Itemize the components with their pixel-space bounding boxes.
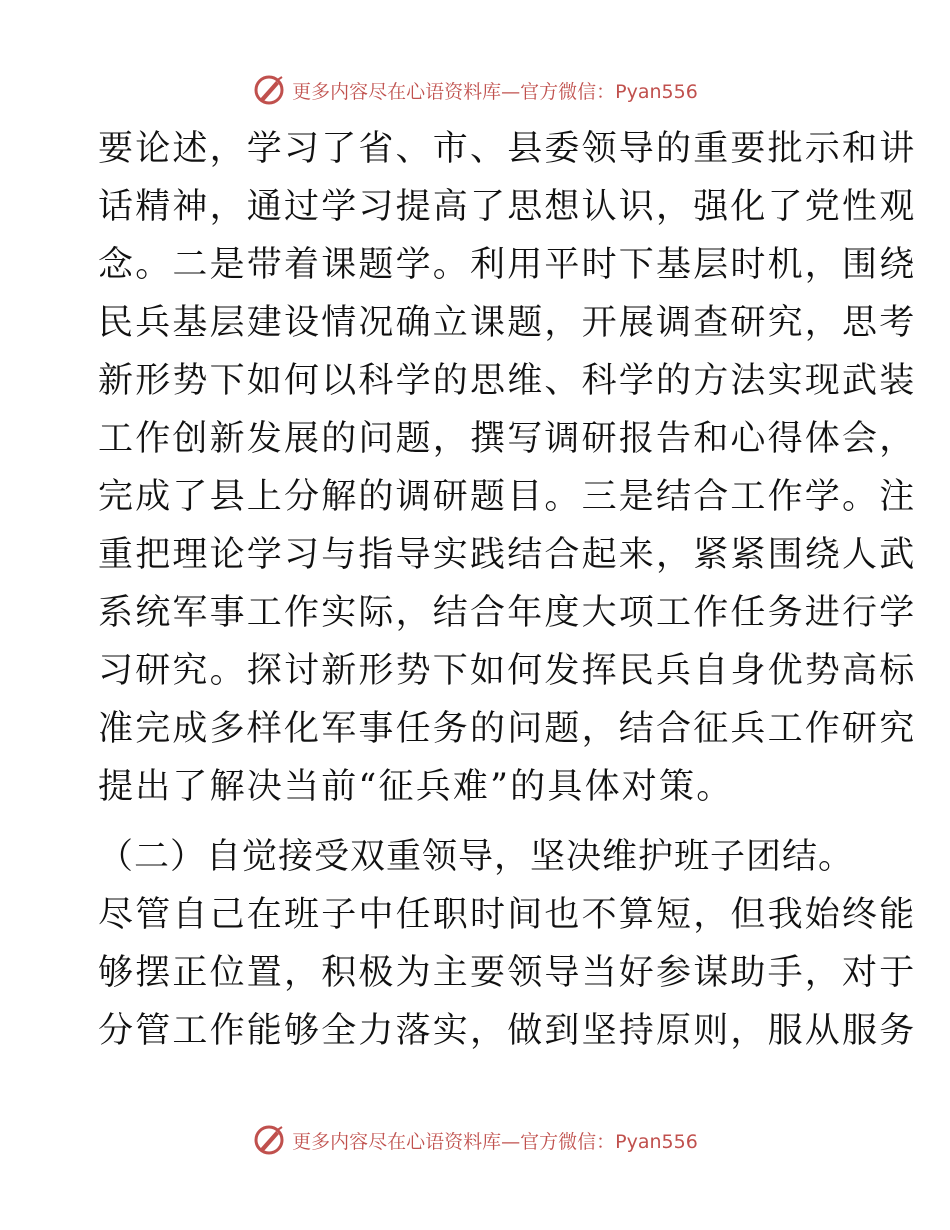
text-line: 新形势下如何以科学的思维、科学的方法实现武装 xyxy=(98,361,917,401)
quill-logo-icon xyxy=(252,1123,286,1157)
section-heading: （二）自觉接受双重领导，坚决维护班子团结。 xyxy=(98,837,855,877)
text-line: 话精神，通过学习提高了思想认识，强化了党性观 xyxy=(98,187,917,227)
document-body xyxy=(98,120,917,1060)
text-line: 要论述，学习了省、市、县委领导的重要批示和讲 xyxy=(98,129,917,169)
text-line: 民兵基层建设情况确立课题，开展调查研究，思考 xyxy=(98,303,917,343)
text-line: 习研究。探讨新形势下如何发挥民兵自身优势高标 xyxy=(98,651,917,691)
watermark-text: 更多内容尽在心语资料库—官方微信： xyxy=(292,1130,616,1153)
footer-watermark xyxy=(0,1120,950,1160)
watermark-id: Pyan556 xyxy=(615,80,698,103)
text-line: 工作创新发展的问题，撰写调研报告和心得体会， xyxy=(98,419,917,459)
text-line: 尽管自己在班子中任职时间也不算短，但我始终能 xyxy=(98,895,917,935)
quill-logo-icon xyxy=(252,73,286,107)
text-line: 准完成多样化军事任务的问题，结合征兵工作研究 xyxy=(98,709,917,749)
text-line: 重把理论学习与指导实践结合起来，紧紧围绕人武 xyxy=(98,535,917,575)
watermark-text: 更多内容尽在心语资料库—官方微信： xyxy=(292,80,616,103)
header-watermark xyxy=(0,70,950,110)
text-line: 完成了县上分解的调研题目。三是结合工作学。注 xyxy=(98,477,917,517)
text-line: 提出了解决当前“征兵难”的具体对策。 xyxy=(98,767,734,807)
text-line: 分管工作能够全力落实，做到坚持原则，服从服务 xyxy=(98,1011,917,1051)
text-line: 念。二是带着课题学。利用平时下基层时机，围绕 xyxy=(98,245,917,285)
text-line: 系统军事工作实际，结合年度大项工作任务进行学 xyxy=(98,593,917,633)
watermark-id: Pyan556 xyxy=(615,1130,698,1153)
text-line: 够摆正位置，积极为主要领导当好参谋助手，对于 xyxy=(98,953,917,993)
